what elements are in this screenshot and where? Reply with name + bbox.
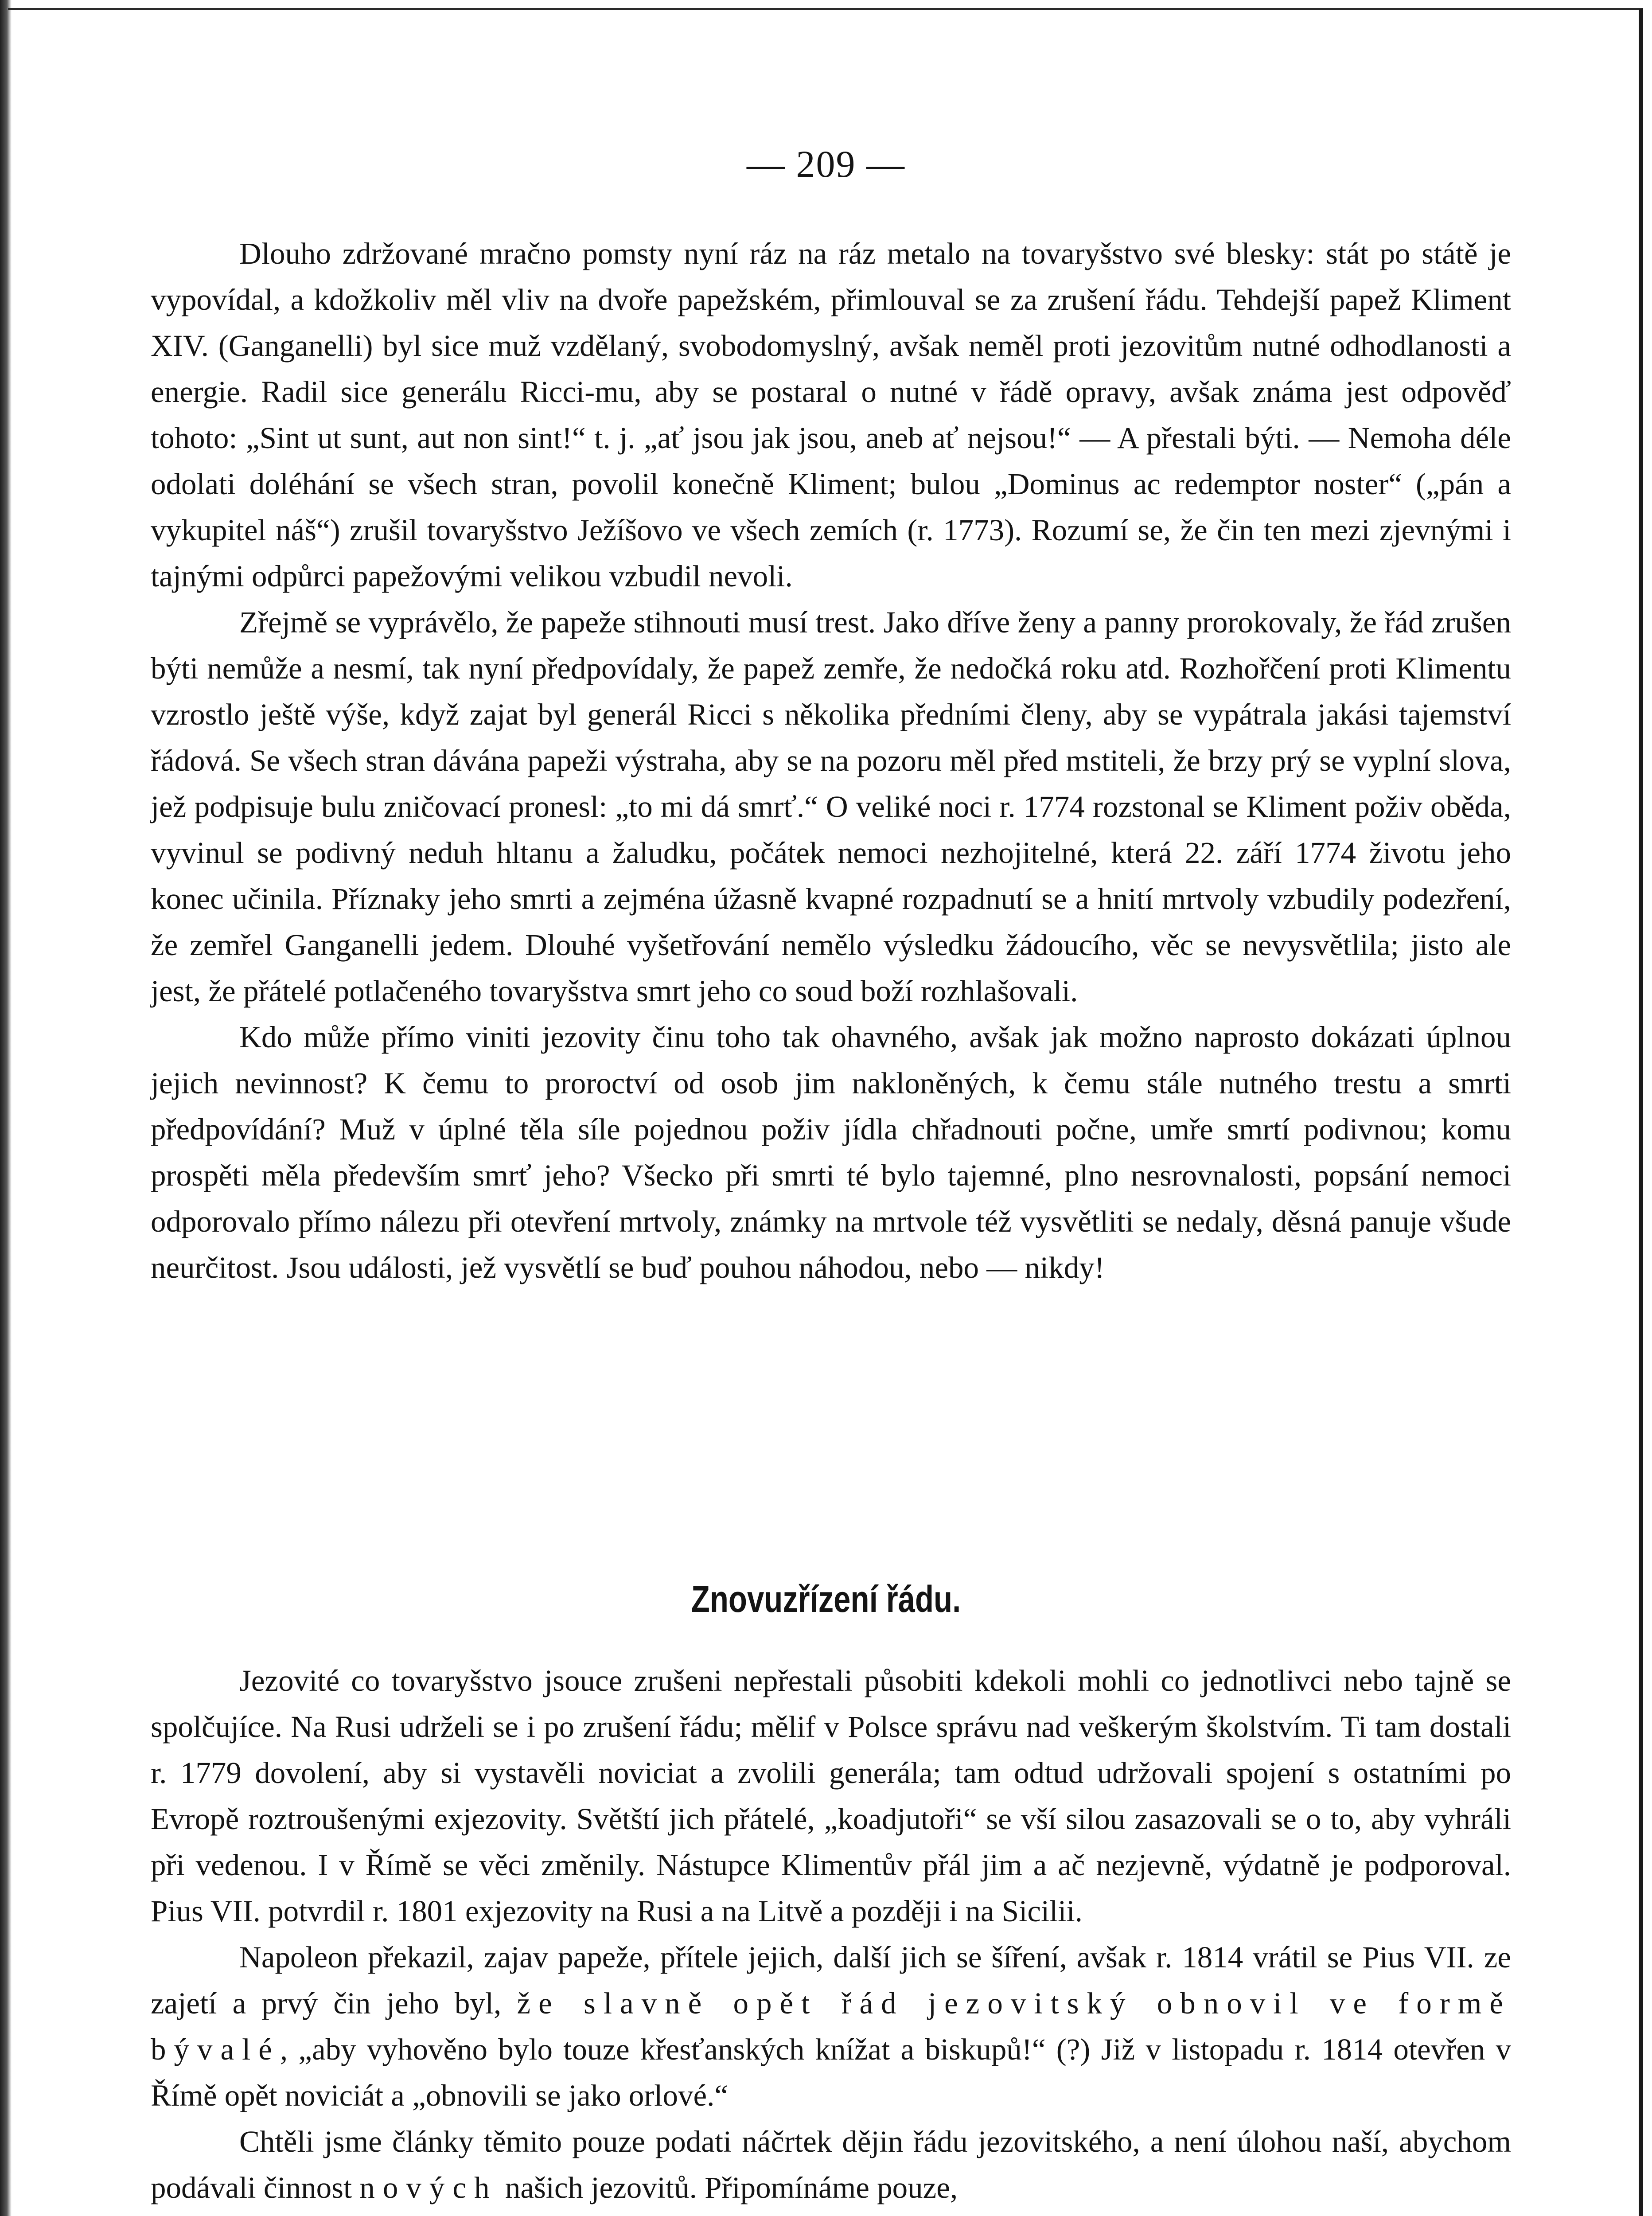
text-run: Napoleon překazil, zajav papeže, přítele jejich, další jich se šíření, avšak r. 1814 vrátil se Pius VII. ze zajetí a prvý čin jeho byl,	[151, 1940, 1511, 2020]
paragraph	[151, 1934, 1511, 2118]
paragraph: Kdo může přímo viniti jezovity činu toho tak ohavného, avšak jak možno naprosto dokázati úplnou jejich nevinnost? K čemu to proroctví od osob jim nakloněných, k čemu stále nutného trestu a smrti předpovídání? Muž v úplné těla síle pojednou poživ jídla chřadnouti počne, umře smrtí podivnou; komu prospěti měla především smrť jeho? Všecko při smrti té bylo tajemné, plno nesrovnalosti, popsání nemoci odporovalo přímo nálezu při otevření mrtvoly, známky na mrtvole též vysvětliti se nedaly, děsná panuje všude neurčitost. Jsou události, jež vysvětlí se buď pouhou náhodou, nebo — nikdy!	[151, 1020, 1511, 1284]
section-suppression-text	[151, 230, 1511, 1291]
text-run: , „aby vyhověno bylo touze křesťanských knížat a biskupů!“ (?) Již v listopadu r. 1814 otevřen v Římě opět noviciát a „obnovili se jako orlové.“	[151, 2033, 1511, 2112]
paragraph	[151, 2118, 1511, 2211]
text-run: našich jezovitů. Připomínáme pouze,	[497, 2171, 958, 2204]
paragraph: Dlouho zdržované mračno pomsty nyní ráz na ráz metalo na tovaryšstvo své blesky: stát po státě je vypovídal, a kdožkoliv měl vliv na dvoře papežském, přimlouval se za zrušení řádu. Tehdejší papež Kliment XIV. (Ganganelli) byl sice muž vzdělaný, svobodomyslný, avšak neměl proti jezovitům nutné odhodlanosti a energie. Radil sice generálu Ricci-mu, aby se postaral o nutné v řádě opravy, avšak známa jest odpověď tohoto: „Sint ut sunt, aut non sint!“ t. j. „ať jsou jak jsou, aneb ať nejsou!“ — A přestali býti. — Nemoha déle odolati doléhání se všech stran, povolil konečně Kliment; bulou „Dominus ac redemptor noster“ („pán a vykupitel náš“) zrušil tovaryšstvo Ježíšovo ve všech zemích (r. 1773). Rozumí se, že čin ten mezi zjevnými i tajnými odpůrci papežovými velikou vzbudil nevoli.	[151, 237, 1511, 593]
section-restoration-text	[151, 1658, 1511, 2211]
spaced-emphasis: nových	[359, 2171, 498, 2204]
text-run: Chtěli jsme články těmito pouze podati náčrtek dějin řádu jezovitského, a není úlohou naší, abychom podávali činnost	[151, 2125, 1511, 2204]
paragraph: Zřejmě se vyprávělo, že papeže stihnouti musí trest. Jako dříve ženy a panny prorokovaly, že řád zrušen býti nemůže a nesmí, tak nyní předpovídaly, že papež zemře, že nedočká roku atd. Rozhořčení proti Klimentu vzrostlo ještě výše, když zajat byl generál Ricci s několika předními členy, aby se vypátrala jakási tajemství řádová. Se všech stran dávána papeži výstraha, aby se na pozoru měl před mstiteli, že brzy prý se vyplní slova, jež podpisuje bulu zničovací pronesl: „to mi dá smrť.“ O veliké noci r. 1774 rozstonal se Kliment poživ oběda, vyvinul se podivný neduh hltanu a žaludku, počátek nemoci nezhojitelné, která 22. září 1774 životu jeho konec učinila. Příznaky jeho smrti a zejména úžasně kvapné rozpadnutí se a hnití mrtvoly vzbudily podezření, že zemřel Ganganelli jedem. Dlouhé vyšetřování nemělo výsledku žádoucího, věc se nevysvětlila; jisto ale jest, že přátelé potlačeného tovaryšstva smrt jeho co soud boží rozhlašovali.	[151, 605, 1511, 1008]
section-heading: Znovuzřízení řádu.	[691, 1578, 961, 1620]
page-number: — 209 —	[747, 143, 905, 185]
spaced-emphasis: že slavně opět řád jezovitský obnovil ve formě bývalé	[151, 1986, 1511, 2066]
paragraph: Jezovité co tovaryšstvo jsouce zrušeni nepřestali působiti kdekoli mohli co jednotlivci nebo tajně se spolčujíce. Na Rusi udrželi se i po zrušení řádu; mělif v Polsce správu nad veškerým školstvím. Ti tam dostali r. 1779 dovolení, aby si vystavěli noviciat a zvolili generála; tam odtud udržovali spojení s ostatními po Evropě roztroušenými exjezovity. Světští jich přátelé, „koadjutoři“ se vší silou zasazovali se o to, aby vyhráli při vedenou. I v Římě se věci změnily. Nástupce Klimentův přál jim a ač nezjevně, výdatně je podporoval. Pius VII. potvrdil r. 1801 exjezovity na Rusi a na Litvě a později i na Sicilii.	[151, 1664, 1511, 1928]
